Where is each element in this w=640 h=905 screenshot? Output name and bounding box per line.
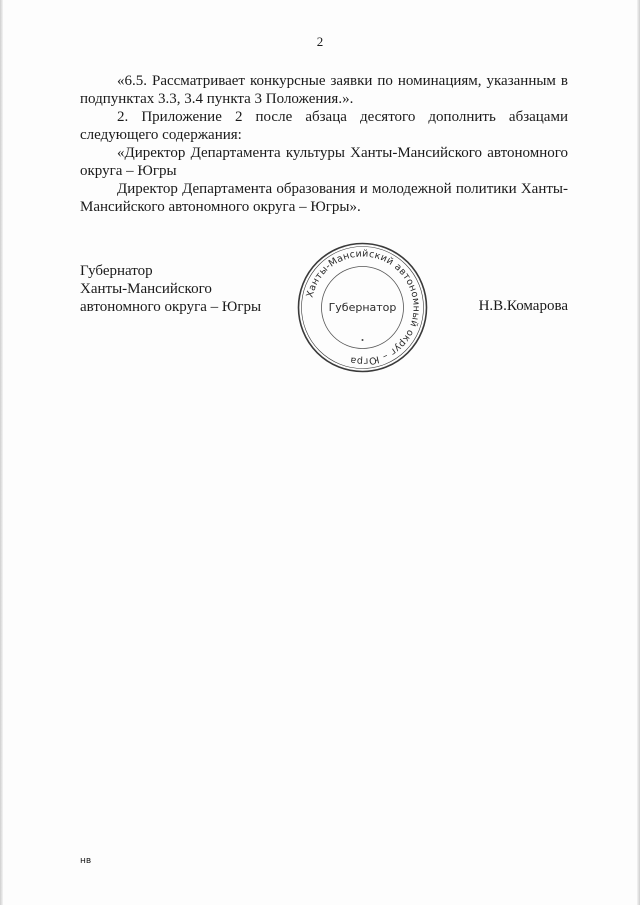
paragraph-education-director: Директор Департамента образования и молодежной политики Ханты-Мансийского автономного округа – Югры».: [80, 181, 568, 215]
signatory-title-line: автономного округа – Югры: [80, 299, 262, 315]
footer-initials: нв: [80, 856, 92, 866]
paragraph-6-5: «6.5. Рассматривает конкурсные заявки по номинациям, указанным в подпунктах 3.3, 3.4 пункта 3 Положения.».: [80, 73, 568, 107]
signatory-title-line: Губернатор: [80, 263, 153, 279]
scan-edge-left: [0, 0, 3, 905]
signatory-name: Н.В.Комарова: [478, 298, 568, 314]
document-body: [80, 72, 568, 216]
seal-center-dot: [362, 339, 364, 341]
official-seal: [295, 240, 430, 375]
signatory-title: [80, 262, 261, 316]
signatory-title-line: Ханты-Мансийского: [80, 281, 212, 297]
seal-ring-text: Ханты-Мансийский автономный округ – Югра: [304, 248, 422, 367]
page-number: 2: [316, 34, 324, 49]
paragraph-amendment-2: 2. Приложение 2 после абзаца десятого дополнить абзацами следующего содержания:: [80, 109, 568, 143]
seal-center-text: Губернатор: [328, 301, 397, 314]
paragraph-culture-director: «Директор Департамента культуры Ханты-Мансийского автономного округа – Югры: [80, 145, 568, 179]
